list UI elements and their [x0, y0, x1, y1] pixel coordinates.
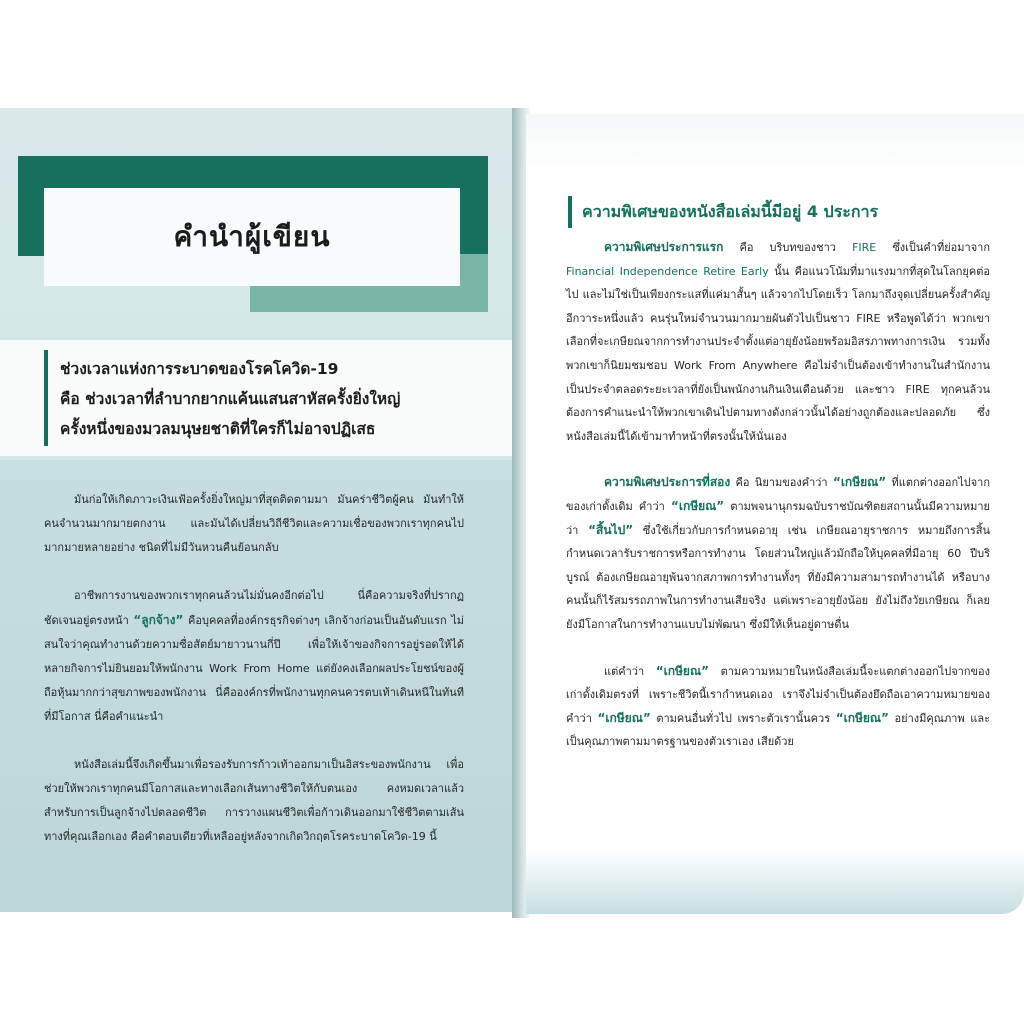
- paragraph: แต่คำว่า “เกษียณ” ตามความหมายในหนังสือเล่มนี้จะแตกต่างออกไปจากของเก่าดั้งเดิมตรงที่ เพราะชีวิตนี้เรากำหนดเอง เราจึงไม่จำเป็นต้องยึดถือเอาความหมายของคำว่า “เกษียณ” ตามคนอื่นทั่วไป เพราะตัวเรานั้นควร “เกษียณ” อย่างมีคุณภาพ และเป็นคุณภาพตามมาตรฐานของตัวเราเอง เสียด้วย: [566, 663, 991, 749]
- highlight-term: “เกษียณ”: [835, 710, 889, 725]
- highlight-term: “สิ้นไป”: [588, 522, 634, 537]
- lead-term: ความพิเศษประการที่สอง: [604, 475, 731, 490]
- quote-line: ครั้งหนึ่งของมวลมนุษยชาติที่ใครก็ไม่อาจปฏิเสธ: [60, 420, 376, 438]
- highlight-term: FIRE: [852, 241, 877, 254]
- highlight-term: “เกษียณ”: [597, 710, 651, 725]
- highlight-term: “ลูกจ้าง”: [133, 613, 184, 627]
- highlight-term: “เกษียณ”: [670, 498, 725, 513]
- paragraph: ความพิเศษประการแรก คือ บริบทของชาว FIRE ซึ่งเป็นคำที่ย่อมาจาก Financial Independence Retire Early นั้น คือแนวโน้มที่มาแรงมากที่สุดในโลกยุคต่อไป และไม่ใช่เป็นเพียงกระแสที่แค่มาสั้นๆ แล้วจากไปโดยเร็ว โลกมาถึงจุดเปลี่ยนครั้งสำคัญอีกวาระหนึ่งแล้ว คนรุ่นใหม่จำนวนมากมายผันตัวไปเป็นชาว FIRE หรือพูดได้ว่า พวกเขาเลือกที่จะเกษียณจากการทำงานประจำตั้งแต่อายุยังน้อยพร้อมอิสรภาพทางการเงิน รวมทั้งพวกเขาก็นิยมชมชอบ Work From Anywhere คือไม่จำเป็นต้องเข้าทำงานในสำนักงานเป็นประจำตลอดระยะเวลาที่ยังเป็นพนักงานกินเงินเดือนด้วย และชาว FIRE ทุกคนล้วนต้องการคำแนะนำให้พวกเขาเดินไปตามทางดังกล่าวนั้นได้อย่างถูกต้องและปลอดภัย ซึ่งหนังสือเล่มนี้ได้เข้ามาทำหน้าที่ตรงนั้นให้นั่นเอง: [566, 240, 990, 443]
- quote-accent-bar: [44, 350, 48, 446]
- paragraph: อาชีพการงานของพวกเราทุกคนล้วนไม่มั่นคงอีกต่อไป นี่คือความจริงที่ปรากฏชัดเจนอยู่ตรงหน้า “ลูกจ้าง” คือบุคคลที่องค์กรธุรกิจต่างๆ เลิกจ้างก่อนเป็นอันดับแรก ไม่สนใจว่าคุณทำงานด้วยความซื่อสัตย์มายาวนานกี่ปี เพื่อให้เจ้าของกิจการอยู่รอดให้ได้ หลายกิจการไม่ยินยอมให้พนักงาน Work From Home แต่ยังคงเลือกผลประโยชน์ของผู้ถือหุ้นมากกว่าสุขภาพของพนักงาน นี่คือองค์กรที่พนักงานทุกคนควรตบเท้าเดินหนีในทันทีที่มีโอกาส นี่คือคำแนะนำ: [44, 589, 465, 723]
- page-title: คำนำผู้เขียน: [173, 220, 331, 253]
- left-page: [0, 108, 520, 912]
- left-body-text: [44, 488, 464, 873]
- quote-line: ช่วงเวลาแห่งการระบาดของโรคโควิด-19: [60, 360, 339, 378]
- paragraph: มันก่อให้เกิดภาวะเงินเฟ้อครั้งยิ่งใหญ่มาที่สุดติดตามมา มันคร่าชีวิตผู้คน มันทำให้คนจำนวนมากมายตกงาน และมันได้เปลี่ยนวิถีชีวิตและความเชื่อของพวกเราทุกคนไปมากมายหลายอย่าง ชนิดที่ไม่มีวันหวนคืนย้อนกลับ: [44, 493, 464, 554]
- right-body-text: [566, 236, 990, 777]
- quote-line: คือ ช่วงเวลาที่ลำบากยากแค้นแสนสาหัสครั้งยิ่งใหญ่: [60, 390, 401, 408]
- pull-quote: [60, 354, 500, 444]
- lead-term: ความพิเศษประการแรก: [604, 240, 724, 254]
- section-heading: ความพิเศษของหนังสือเล่มนี้มีอยู่ 4 ประการ: [582, 202, 879, 221]
- paragraph: หนังสือเล่มนี้จึงเกิดขึ้นมาเพื่อรองรับการก้าวเท้าออกมาเป็นอิสระของพนักงาน เพื่อช่วยให้พวกเราทุกคนมีโอกาสและทางเลือกเส้นทางชีวิตให้กับตนเอง คงหมดเวลาแล้วสำหรับการเป็นลูกจ้างไปตลอดชีวิต การวางแผนชีวิตเพื่อก้าวเดินออกมาใช้ชีวิตตามเส้นทางที่คุณเลือกเอง คือคำตอบเดียวที่เหลืออยู่หลังจากเกิดวิกฤตโรคระบาดโควิด-19 นี้: [44, 758, 464, 843]
- highlight-term: “เกษียณ”: [655, 663, 709, 678]
- paragraph: ความพิเศษประการที่สอง คือ นิยามของคำว่า “เกษียณ” ที่แตกต่างออกไปจากของเก่าดั้งเดิม คำว่า “เกษียณ” ตามพจนานุกรมฉบับราชบัณฑิตยสถานนั้นมีความหมายว่า “สิ้นไป” ซึ่งใช้เกี่ยวกับการกำหนดอายุ เช่น เกษียณอายุราชการ หมายถึงการสิ้นกำหนดเวลารับราชการหรือการทำงาน โดยส่วนใหญ่แล้วมักถือให้บุคคลที่มีอายุ 60 ปีบริบูรณ์ ต้องเกษียณอายุพ้นจากสภาพการทำงานทั้งๆ ที่ยังมีความสามารถทำงานได้ หรือบางคนนั้นก็ไร้สมรรถภาพในการทำงานเสียจริง แต่เพราะอายุยังน้อย ยังไม่ถึงวัยเกษียณ ก็เลยยังมีโอกาสในการทำงานแบบไม่พัฒนา ซึ่งมีให้เห็นอยู่ดาษดื่น: [566, 475, 991, 631]
- heading-accent-bar: [568, 196, 572, 228]
- highlight-term: “เกษียณ”: [832, 475, 887, 490]
- highlight-term: Financial Independence Retire Early: [566, 264, 769, 278]
- title-box: [44, 188, 460, 286]
- right-page-edge-shadow: [526, 850, 1024, 914]
